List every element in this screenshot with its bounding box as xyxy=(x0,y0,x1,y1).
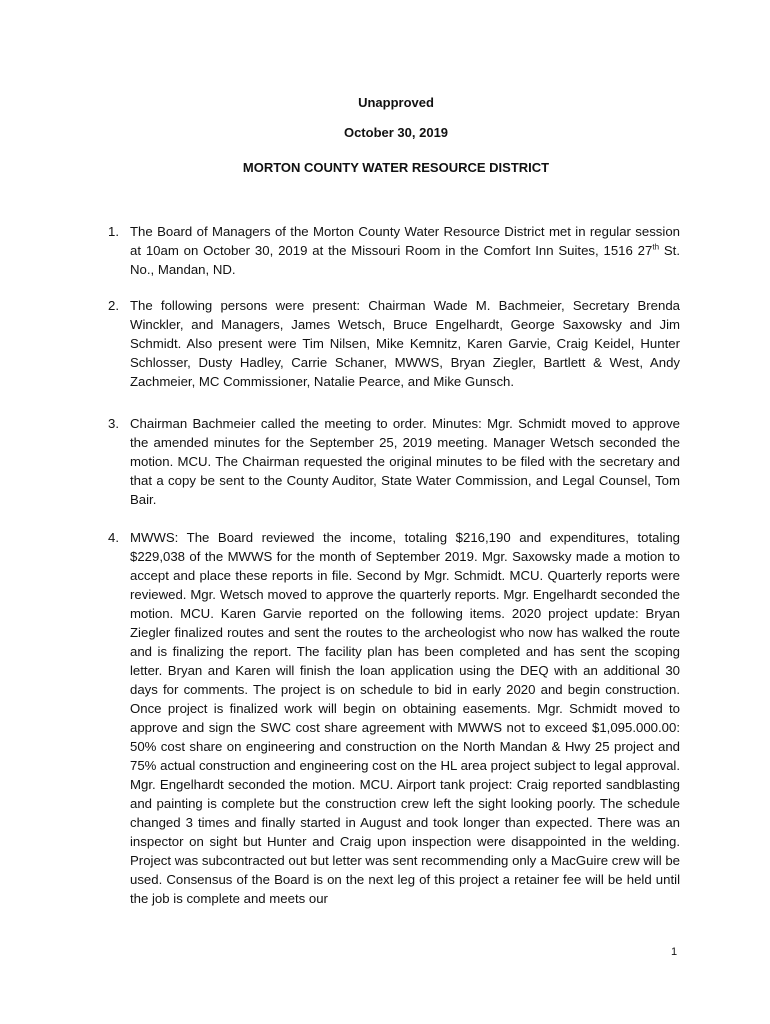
item-number: 1. xyxy=(108,224,119,239)
minutes-item-3 xyxy=(108,414,680,509)
item-number: 4. xyxy=(108,530,119,545)
item-text-part: The Board of Managers of the Morton County Water Resource District met in regular session at 10am on October 30, 2019 at the Missouri Room in the Comfort Inn Suites, 1516 27 xyxy=(130,224,680,258)
item-text: Chairman Bachmeier called the meeting to order. Minutes: Mgr. Schmidt moved to approve the amended minutes for the September 25, 2019 meeting. Manager Wetsch seconded the motion. MCU. The Chairman requested the original minutes to be filed with the secretary and that a copy be sent to the County Auditor, State Water Commission, and Legal Counsel, Tom Bair. xyxy=(130,416,680,507)
document-status: Unapproved xyxy=(358,95,434,110)
item-number: 3. xyxy=(108,416,119,431)
minutes-item-1 xyxy=(108,222,680,279)
item-text xyxy=(130,222,680,279)
ordinal-suffix: th xyxy=(652,242,660,252)
item-text: MWWS: The Board reviewed the income, totaling $216,190 and expenditures, totaling $229,038 of the MWWS for the month of September 2019. Mgr. Saxowsky made a motion to accept and place these reports in file. Second by Mgr. Schmidt. MCU. Quarterly reports were reviewed. Mgr. Wetsch moved to approve the quarterly reports. Mgr. Engelhardt seconded the motion. MCU. Karen Garvie reported on the following items. 2020 project update: Bryan Ziegler finalized routes and sent the routes to the archeologist who now has walked the route and is finalizing the report. The facility plan has been completed and has sent the scoping letter. Bryan and Karen will finish the loan application using the DEQ with an additional 30 days for comments. The project is on schedule to bid in early 2020 and begin construction. Once project is finalized work will begin on obtaining easements. Mgr. Schmidt moved to approve and sign the SWC cost share agreement with MWWS not to exceed $1,095.000.00: 50% cost share on engineering and construction on the North Mandan & Hwy 25 project and 75% actual construction and engineering cost on the HL area project subject to legal approval. Mgr. Engelhardt seconded the motion. MCU. Airport tank project: Craig reported sandblasting and painting is complete but the construction crew left the sight looking poorly. The schedule changed 3 times and finally started in August and took longer than expected. There was an inspector on sight but Hunter and Craig upon inspection were disappointed in the welding. Project was subcontracted out but letter was sent recommending only a MacGuire crew will be used. Consensus of the Board is on the next leg of this project a retainer fee will be held until the job is complete and meets our xyxy=(130,530,680,906)
organization-title: MORTON COUNTY WATER RESOURCE DISTRICT xyxy=(242,160,550,175)
page-number: 1 xyxy=(671,946,678,958)
minutes-item-2 xyxy=(108,296,680,391)
meeting-date: October 30, 2019 xyxy=(343,125,449,140)
item-text-part: St. No., Mandan, ND. xyxy=(130,243,680,277)
item-text: The following persons were present: Chairman Wade M. Bachmeier, Secretary Brenda Winckler, and Managers, James Wetsch, Bruce Engelhardt, George Saxowsky and Jim Schmidt. Also present were Tim Nilsen, Mike Kemnitz, Karen Garvie, Craig Keidel, Hunter Schlosser, Dusty Hadley, Carrie Schaner, MWWS, Bryan Ziegler, Bartlett & West, Andy Zachmeier, MC Commissioner, Natalie Pearce, and Mike Gunsch. xyxy=(130,298,680,389)
item-number: 2. xyxy=(108,298,119,313)
minutes-item-4 xyxy=(108,528,680,908)
